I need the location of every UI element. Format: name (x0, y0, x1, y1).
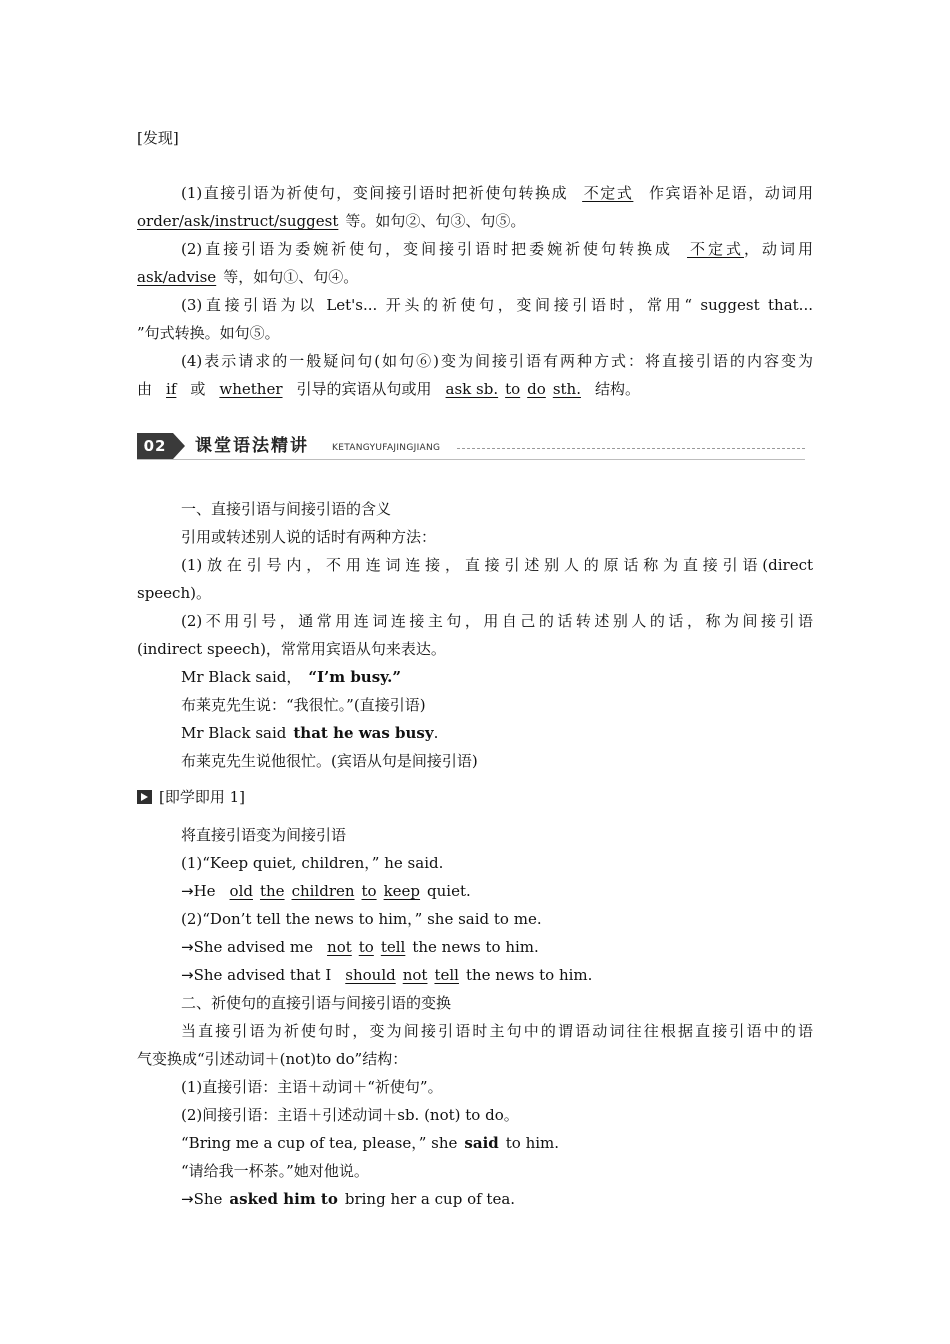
discovery-p3-line2 (137, 319, 813, 347)
section1 (137, 495, 813, 775)
blank-answer: not (327, 938, 352, 956)
text: 结构。 (594, 380, 640, 398)
arrow-icon: → (181, 938, 194, 956)
example-direct (137, 663, 813, 691)
section2-example2 (137, 1185, 813, 1213)
practice-a1 (137, 877, 813, 905)
text: She advised that I (193, 966, 332, 984)
arrow-icon: → (181, 966, 194, 984)
banner-dashed-line (457, 448, 805, 449)
blank-answer: if (166, 380, 177, 398)
section1-intro: 引用或转述别人说的话时有两种方法： (181, 528, 437, 546)
practice-heading (137, 783, 813, 811)
text: the news to him. (412, 938, 539, 956)
section1-p2-line2: (indirect speech)，常常用宾语从句来表达。 (137, 640, 446, 658)
section-number-badge: 02 (137, 433, 173, 459)
text: . (433, 724, 439, 742)
section2-heading: 二、祈使句的直接引语与间接引语的变换 (181, 994, 452, 1012)
blank-answer: to (358, 938, 374, 956)
text: (1)直接引语为祈使句，变间接引语时把祈使句转换成 (181, 184, 569, 202)
practice-a3 (137, 961, 813, 989)
blank-answer: tell (380, 938, 406, 956)
text: 或 (190, 380, 206, 398)
bold-clause: that he was busy (293, 724, 434, 742)
section-subtitle: KETANGYUFAJINGJIANG (332, 443, 441, 453)
blank-answer: whether (219, 380, 283, 398)
blank-answer: tell (434, 966, 459, 984)
blank-answer: to (361, 882, 377, 900)
practice-section (137, 821, 813, 989)
text: He (193, 882, 216, 900)
practice-heading-text: [即学即用 1] (159, 788, 246, 806)
section-title: 课堂语法精讲 (195, 436, 309, 456)
text: 由 (137, 380, 153, 398)
text: 作宾语补足语，动词用 (647, 184, 813, 202)
section2-p1-line1: 当直接引语为祈使句时，变为间接引语时主句中的谓语动词往往根据直接引语中的语 (181, 1022, 813, 1040)
section-banner (137, 427, 805, 465)
play-icon (137, 790, 152, 804)
text: ”句式转换。如句⑤。 (137, 324, 280, 342)
text: Mr Black said (181, 724, 287, 742)
blank-answer: sth. (552, 380, 581, 398)
text: She advised me (193, 938, 314, 956)
section2-rule1: (1)直接引语：主语＋动词＋“祈使句”。 (181, 1078, 443, 1096)
bold-verb: said (464, 1134, 499, 1152)
blank-answer: to (505, 380, 521, 398)
section2 (137, 989, 813, 1213)
discovery-p1-line1 (137, 179, 813, 207)
bold-phrase: asked him to (229, 1190, 338, 1208)
verb-list: ask/advise (137, 268, 217, 286)
discovery-p4-line1 (137, 347, 813, 375)
practice-a2 (137, 933, 813, 961)
blank-answer: do (527, 380, 546, 398)
text: 等，如句①、句④。 (223, 268, 359, 286)
discovery-p4-line2 (137, 375, 813, 403)
blank-answer: 不定式 (582, 184, 634, 202)
text: quiet. (427, 882, 471, 900)
blank-answer: should (345, 966, 396, 984)
text: “Bring me a cup of tea, please，” she (181, 1134, 458, 1152)
example-direct-translation: 布莱克先生说：“我很忙。”(直接引语) (181, 696, 426, 714)
text: (3)直接引语为以 Let's... 开头的祈使句，变间接引语时，常用“ suggest that... (181, 296, 813, 314)
badge-arrow-icon (173, 433, 185, 459)
section2-example1-translation: “请给我一杯茶。”她对他说。 (181, 1162, 369, 1180)
example-indirect-translation: 布莱克先生说他很忙。(宾语从句是间接引语) (181, 752, 478, 770)
section1-p1-line1: (1)放在引号内，不用连词连接，直接引述别人的原话称为直接引语(direct (181, 556, 813, 574)
discovery-p3-line1 (137, 291, 813, 319)
blank-answer: 不定式 (687, 240, 744, 258)
section1-p1-line2: speech)。 (137, 584, 211, 602)
section2-example1 (137, 1129, 813, 1157)
text: the news to him. (465, 966, 593, 984)
text: Mr Black said， (181, 668, 302, 686)
discovery-p2-line1 (137, 235, 813, 263)
section2-rule2: (2)间接引语：主语＋引述动词＋sb. (not) to do。 (181, 1106, 519, 1124)
arrow-icon: → (181, 1190, 194, 1208)
text: bring her a cup of tea. (344, 1190, 516, 1208)
faxian-heading: [发现] (137, 129, 179, 147)
section1-p2-line1: (2)不用引号，通常用连词连接主句，用自己的话转述别人的话，称为间接引语 (181, 612, 813, 630)
text: 引导的宾语从句或用 (296, 380, 432, 398)
quoted-speech: “I’m busy.” (308, 668, 402, 686)
discovery-p2-line2 (137, 263, 813, 291)
arrow-icon: → (181, 882, 194, 900)
discovery-section (137, 179, 813, 403)
blank-answer: old (229, 882, 253, 900)
text: (2)直接引语为委婉祈使句，变间接引语时把委婉祈使句转换成 (181, 240, 674, 258)
blank-answer: the (259, 882, 285, 900)
banner-rule (137, 459, 805, 460)
content (137, 124, 813, 1213)
practice-q1: (1)“Keep quiet, children，” he said. (181, 854, 444, 872)
verb-list: order/ask/instruct/suggest (137, 212, 339, 230)
practice-instruction: 将直接引语变为间接引语 (181, 826, 347, 844)
blank-answer: not (402, 966, 428, 984)
section2-p1-line2: 气变换成“引述动词＋(not)to do”结构： (137, 1050, 408, 1068)
text: to him. (505, 1134, 560, 1152)
text: (4)表示请求的一般疑问句(如句⑥)变为间接引语有两种方式：将直接引语的内容变为 (181, 352, 813, 370)
example-indirect (137, 719, 813, 747)
discovery-p1-line2 (137, 207, 813, 235)
text: ，动词用 (743, 240, 813, 258)
blank-answer: keep (383, 882, 421, 900)
text: 等。如句②、句③、句⑤。 (345, 212, 526, 230)
section1-heading: 一、直接引语与间接引语的含义 (181, 500, 392, 518)
text: She (193, 1190, 223, 1208)
blank-answer: children (291, 882, 355, 900)
practice-q2: (2)“Don’t tell the news to him，” she said to me. (181, 910, 542, 928)
blank-answer: ask sb. (445, 380, 499, 398)
